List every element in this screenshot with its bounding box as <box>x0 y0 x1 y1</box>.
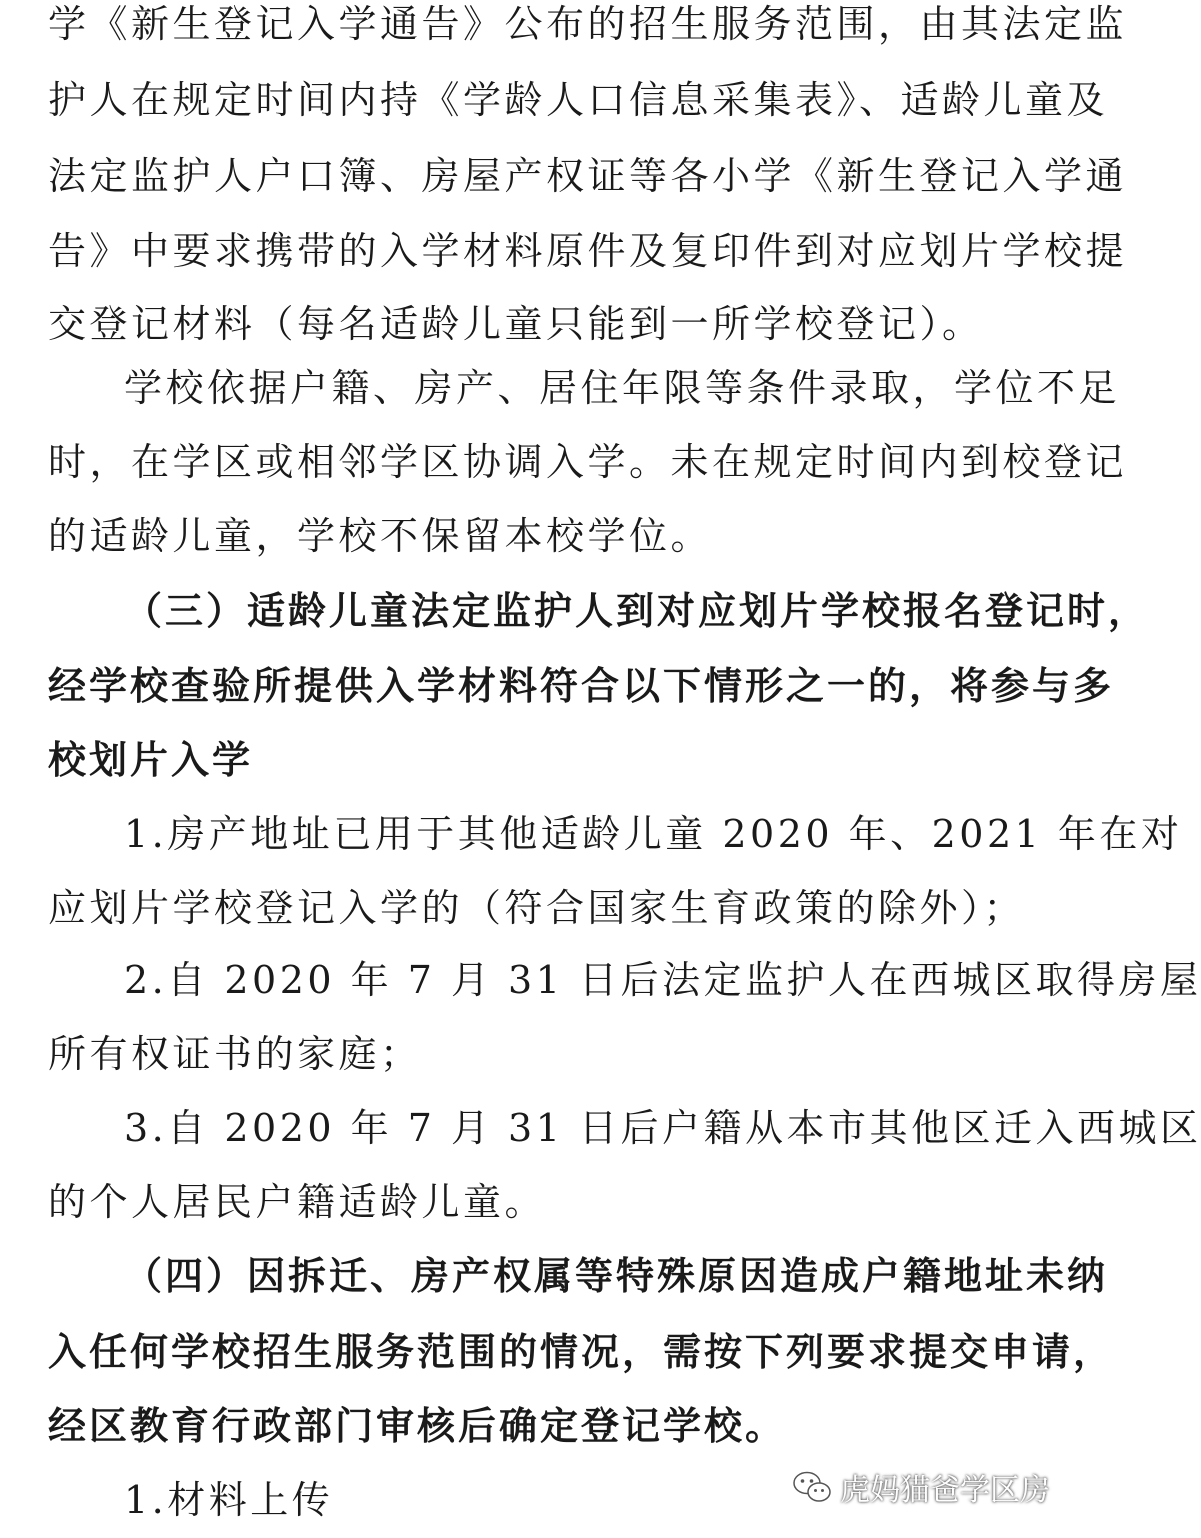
paragraph-line: 护人在规定时间内持《学龄人口信息采集表》、适龄儿童及 <box>48 78 1109 122</box>
paragraph-line: 的适龄儿童，学校不保留本校学位。 <box>48 514 713 558</box>
list-item-line: 2.自 2020 年 7 月 31 日后法定监护人在西城区取得房屋 <box>124 958 1201 1002</box>
paragraph-line: 学校依据户籍、房产、居住年限等条件录取，学位不足 <box>124 366 1121 410</box>
section-heading-line: 经学校查验所提供入学材料符合以下情形之一的，将参与多 <box>48 664 1115 708</box>
list-item-line: 应划片学校登记入学的（符合国家生育政策的除外）； <box>48 886 1026 930</box>
watermark <box>792 1465 1050 1509</box>
list-item-line: 1.房产地址已用于其他适龄儿童 2020 年、2021 年在对 <box>124 812 1183 856</box>
section-heading-line: 经区教育行政部门审核后确定登记学校。 <box>48 1404 787 1448</box>
paragraph-line: 学《新生登记入学通告》公布的招生服务范围，由其法定监 <box>48 2 1128 46</box>
list-item-line: 3.自 2020 年 7 月 31 日后户籍从本市其他区迁入西城区 <box>124 1106 1201 1150</box>
wechat-icon <box>792 1470 832 1504</box>
paragraph-line: 告》中要求携带的入学材料原件及复印件到对应划片学校提 <box>48 229 1128 273</box>
paragraph-line: 法定监护人户口簿、房屋产权证等各小学《新生登记入学通 <box>48 154 1128 198</box>
paragraph-line: 交登记材料（每名适龄儿童只能到一所学校登记）。 <box>48 302 984 346</box>
section-heading-line: 校划片入学 <box>48 738 254 782</box>
watermark-text: 虎妈猫爸学区房 <box>840 1473 1050 1508</box>
list-item-line: 1.材料上传 <box>124 1478 334 1522</box>
paragraph-line: 时，在学区或相邻学区协调入学。未在规定时间内到校登记 <box>48 440 1128 484</box>
list-item-line: 的个人居民户籍适龄儿童。 <box>48 1180 547 1224</box>
section-heading-line: （四）因拆迁、房产权属等特殊原因造成户籍地址未纳 <box>124 1254 1109 1298</box>
list-item-line: 所有权证书的家庭； <box>48 1032 422 1076</box>
section-heading-line: 入任何学校招生服务范围的情况，需按下列要求提交申请， <box>48 1330 1115 1374</box>
section-heading-line: （三）适龄儿童法定监护人到对应划片学校报名登记时， <box>124 589 1150 633</box>
